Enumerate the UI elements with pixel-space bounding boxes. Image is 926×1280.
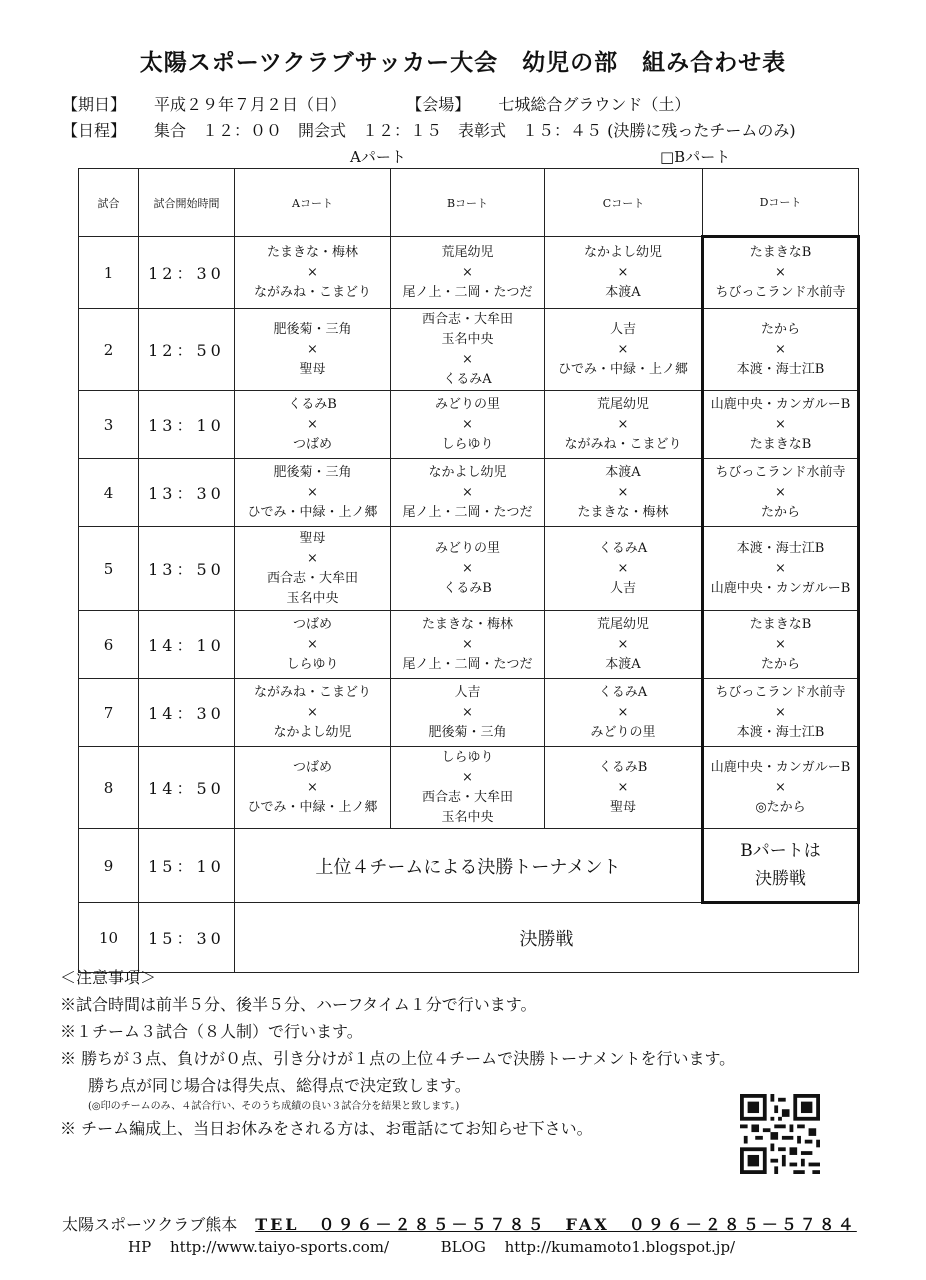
cell-line: × [775,779,786,795]
court-a-match [235,747,391,829]
court-c-match [545,309,703,391]
page-title: 太陽スポーツクラブサッカー大会 幼児の部 組み合わせ表 [139,49,787,76]
cell-line: たまきなB [749,616,812,632]
cell-line: ながみね・こまどり [564,436,682,452]
cell-line: ひでみ・中緑・上ノ郷 [557,361,688,377]
cell-line: 山鹿中央・カンガルーB [710,580,851,596]
date-line [62,92,690,115]
start-time: 14：10 [139,611,235,679]
cell-line: 尾ノ上・二岡・たつだ [402,656,533,672]
cell-line: × [307,704,318,720]
court-a-match [235,391,391,459]
start-time: 14：30 [139,679,235,747]
court-b-match [391,391,545,459]
cell-line: × [307,550,318,566]
court-c-match [545,679,703,747]
cell-line: × [462,560,473,576]
cell-line: ちびっこランド水前寺 [715,285,846,300]
court-b-match [391,747,545,829]
table-row [79,237,859,309]
match-number: 4 [79,459,139,527]
court-a-match [235,611,391,679]
cell-line: × [775,704,786,720]
cell-line: 人吉 [609,321,636,337]
cell-line: × [307,264,318,280]
note-item: ※ 勝ちが３点、負けが０点、引き分けが１点の上位４チームで決勝トーナメントを行います。 [60,1049,736,1068]
cell-line: × [617,341,629,357]
start-time: 15：30 [139,903,235,973]
footer-links [128,1238,749,1256]
start-time: 13：50 [139,527,235,611]
cell-line: なかよし幼児 [428,464,507,480]
cell-line: ちびっこランド水前寺 [715,684,846,700]
table-row [79,829,859,903]
cell-line: × [775,265,786,280]
hp-label: HP [128,1238,152,1256]
cell-line: みどりの里 [434,540,500,556]
cell-line: × [617,416,629,432]
court-a-match [235,237,391,309]
match-number: 5 [79,527,139,611]
cell-line: × [775,416,786,432]
court-d-match [703,391,859,459]
cell-line: 西合志・大牟田 [266,570,358,586]
header-cell: Cコート [545,169,703,237]
court-c-match [545,747,703,829]
blog-link[interactable]: http://kumamoto1.blogspot.jp/ [504,1238,736,1256]
court-b-match [391,237,545,309]
cell-line: × [307,779,318,795]
cell-line: くるみA [598,540,648,556]
court-a-match [235,527,391,611]
court-c-match [545,391,703,459]
cell-line: × [462,351,473,367]
cell-line: たまきな・梅林 [266,244,358,260]
cell-line: × [617,636,629,652]
table-row [79,747,859,829]
schedule-label: 【日程】 [62,121,127,140]
cell-line: 西合志・大牟田 [421,311,513,327]
cell-line: Bパートは [740,841,821,861]
cell-line: × [617,560,629,576]
final-tournament-note: 上位４チームによる決勝トーナメント [235,829,703,903]
cell-line: ◎たから [755,799,806,815]
cell-line: くるみA [443,371,492,387]
match-number: 6 [79,611,139,679]
court-d-match [703,611,859,679]
header-cell: Bコート [391,169,545,237]
match-number: 2 [79,309,139,391]
part-b-label: □Bパート [660,148,731,166]
schedule-line [62,118,796,141]
cell-line: たまきなB [749,436,812,452]
cell-line: 本渡・海士江B [736,540,825,556]
cell-line: ながみね・こまどり [253,284,371,300]
court-d-match [703,747,859,829]
cell-line: 山鹿中央・カンガルーB [710,759,851,775]
table-row [79,903,859,973]
court-d-match [703,309,859,391]
schedule-value: 集合 １２：００ 開会式 １２：１５ 表彰式 １５：４５ (決勝に残ったチームのみ) [154,121,796,140]
court-a-match [235,309,391,391]
cell-line: 玉名中央 [441,331,494,347]
cell-line: 尾ノ上・二岡・たつだ [402,504,533,520]
start-time: 13：10 [139,391,235,459]
cell-line: たまきな・梅林 [421,616,513,632]
final-match: 決勝戦 [235,903,859,973]
cell-line: なかよし幼児 [273,724,352,740]
cell-line: くるみB [443,580,492,596]
note-item: ※試合時間は前半５分、後半５分、ハーフタイム１分で行います。 [60,995,537,1014]
cell-line: 聖母 [299,530,326,546]
cell-line: たから [760,656,800,672]
court-c-match [545,459,703,527]
cell-line: 本渡・海士江B [736,361,825,377]
cell-line: × [617,704,629,720]
cell-line: ながみね・こまどり [253,684,371,700]
cell-line: × [775,636,786,652]
table-row [79,459,859,527]
cell-line: × [617,484,629,500]
note-item: 勝ち点が同じ場合は得失点、総得点で決定致します。 [88,1076,471,1095]
court-b-match [391,679,545,747]
header-row [79,169,859,237]
cell-line: × [462,264,473,280]
cell-line: 人吉 [454,684,481,700]
table-row [79,679,859,747]
cell-line: たから [760,321,800,337]
cell-line: 荒尾幼児 [441,244,494,260]
cell-line: しらゆり [286,656,339,672]
court-a-match [235,459,391,527]
cell-line: ちびっこランド水前寺 [715,464,846,480]
note-item: ※ チーム編成上、当日お休みをされる方は、お電話にてお知らせ下さい。 [60,1119,593,1138]
court-a-match [235,679,391,747]
cell-line: 肥後菊・三角 [273,321,352,337]
cell-line: くるみB [598,759,648,775]
court-c-match [545,237,703,309]
b-part-final-note [703,829,859,903]
cell-line: 本渡・海士江B [736,724,825,740]
cell-line: しらゆり [441,749,494,765]
blog-label: BLOG [440,1238,486,1256]
match-number: 10 [79,903,139,973]
header-cell: 試合 [79,169,139,237]
schedule-table [78,168,860,973]
cell-line: × [307,484,318,500]
cell-line: たまきな・梅林 [577,504,669,520]
cell-line: × [462,769,473,785]
cell-line: 本渡A [605,464,641,480]
venue-value: 七城総合グラウンド（土） [498,95,691,114]
cell-line: × [617,779,629,795]
cell-line: 荒尾幼児 [596,396,649,412]
cell-line: 西合志・大牟田 [421,789,513,805]
cell-line: たから [760,504,800,520]
court-d-match [703,237,859,309]
cell-line: × [462,416,473,432]
table-row [79,611,859,679]
table-row [79,309,859,391]
cell-line: × [462,484,473,500]
court-c-match [545,611,703,679]
footer-contact [62,1212,857,1235]
match-number: 3 [79,391,139,459]
cell-line: 玉名中央 [286,590,339,606]
cell-line: みどりの里 [590,724,656,740]
start-time: 15：10 [139,829,235,903]
court-d-match [703,459,859,527]
cell-line: くるみB [288,396,337,412]
cell-line: × [617,264,629,280]
court-d-match [703,527,859,611]
court-b-match [391,611,545,679]
note-small: (◎印のチームのみ、４試合行い、そのうち成績の良い３試合分を結果と致します。) [88,1101,460,1112]
header-cell: Aコート [235,169,391,237]
org-name: 太陽スポーツクラブ熊本 [62,1215,238,1234]
note-item: ※１チーム３試合（８人制）で行います。 [60,1022,363,1041]
match-number: 1 [79,237,139,309]
header-cell: Dコート [703,169,859,237]
cell-line: 聖母 [609,799,636,815]
cell-line: 山鹿中央・カンガルーB [710,396,851,412]
cell-line: くるみA [598,684,648,700]
notes-section [60,964,735,1142]
header-cell: 試合開始時間 [139,169,235,237]
match-number: 8 [79,747,139,829]
cell-line: × [307,341,318,357]
start-time: 14：50 [139,747,235,829]
cell-line: 肥後菊・三角 [428,724,507,740]
table-row [79,527,859,611]
cell-line: 本渡A [605,656,641,672]
court-b-match [391,527,545,611]
court-b-match [391,309,545,391]
cell-line: 尾ノ上・二岡・たつだ [402,284,533,300]
start-time: 12：30 [139,237,235,309]
match-number: 7 [79,679,139,747]
cell-line: 決勝戦 [755,869,806,889]
part-a-label: Aパート [350,148,406,166]
cell-line: つばめ [292,436,332,452]
cell-line: しらゆり [441,436,494,452]
cell-line: × [775,484,786,500]
cell-line: 肥後菊・三角 [273,464,352,480]
cell-line: なかよし幼児 [583,244,662,260]
cell-line: ひでみ・中緑・上ノ郷 [247,504,378,520]
cell-line: × [462,704,473,720]
tel-fax: TEL ０９６－２８５－５７８５ FAX ０９６－２８５－５７８４ [255,1215,857,1234]
table-row [79,391,859,459]
cell-line: × [307,636,318,652]
venue-label: 【会場】 [406,95,471,114]
cell-line: × [775,341,786,357]
start-time: 13：30 [139,459,235,527]
notes-heading: ＜注意事項＞ [60,968,157,987]
cell-line: × [775,560,786,576]
court-c-match [545,527,703,611]
qr-code-icon [740,1094,820,1174]
match-number: 9 [79,829,139,903]
court-b-match [391,459,545,527]
cell-line: みどりの里 [434,396,500,412]
cell-line: 玉名中央 [441,809,494,825]
cell-line: つばめ [292,616,332,632]
cell-line: × [462,636,473,652]
start-time: 12：50 [139,309,235,391]
cell-line: × [307,416,318,432]
court-d-match [703,679,859,747]
cell-line: 人吉 [609,580,636,596]
cell-line: 荒尾幼児 [596,616,649,632]
cell-line: ひでみ・中緑・上ノ郷 [247,799,378,815]
cell-line: 本渡A [605,284,641,300]
cell-line: たまきなB [749,245,812,260]
hp-link[interactable]: http://www.taiyo-sports.com/ [169,1238,389,1256]
cell-line: 聖母 [299,361,326,377]
date-label: 【期日】 [62,95,127,114]
date-value: 平成２９年７月２日（日） [154,95,347,114]
cell-line: つばめ [292,759,332,775]
